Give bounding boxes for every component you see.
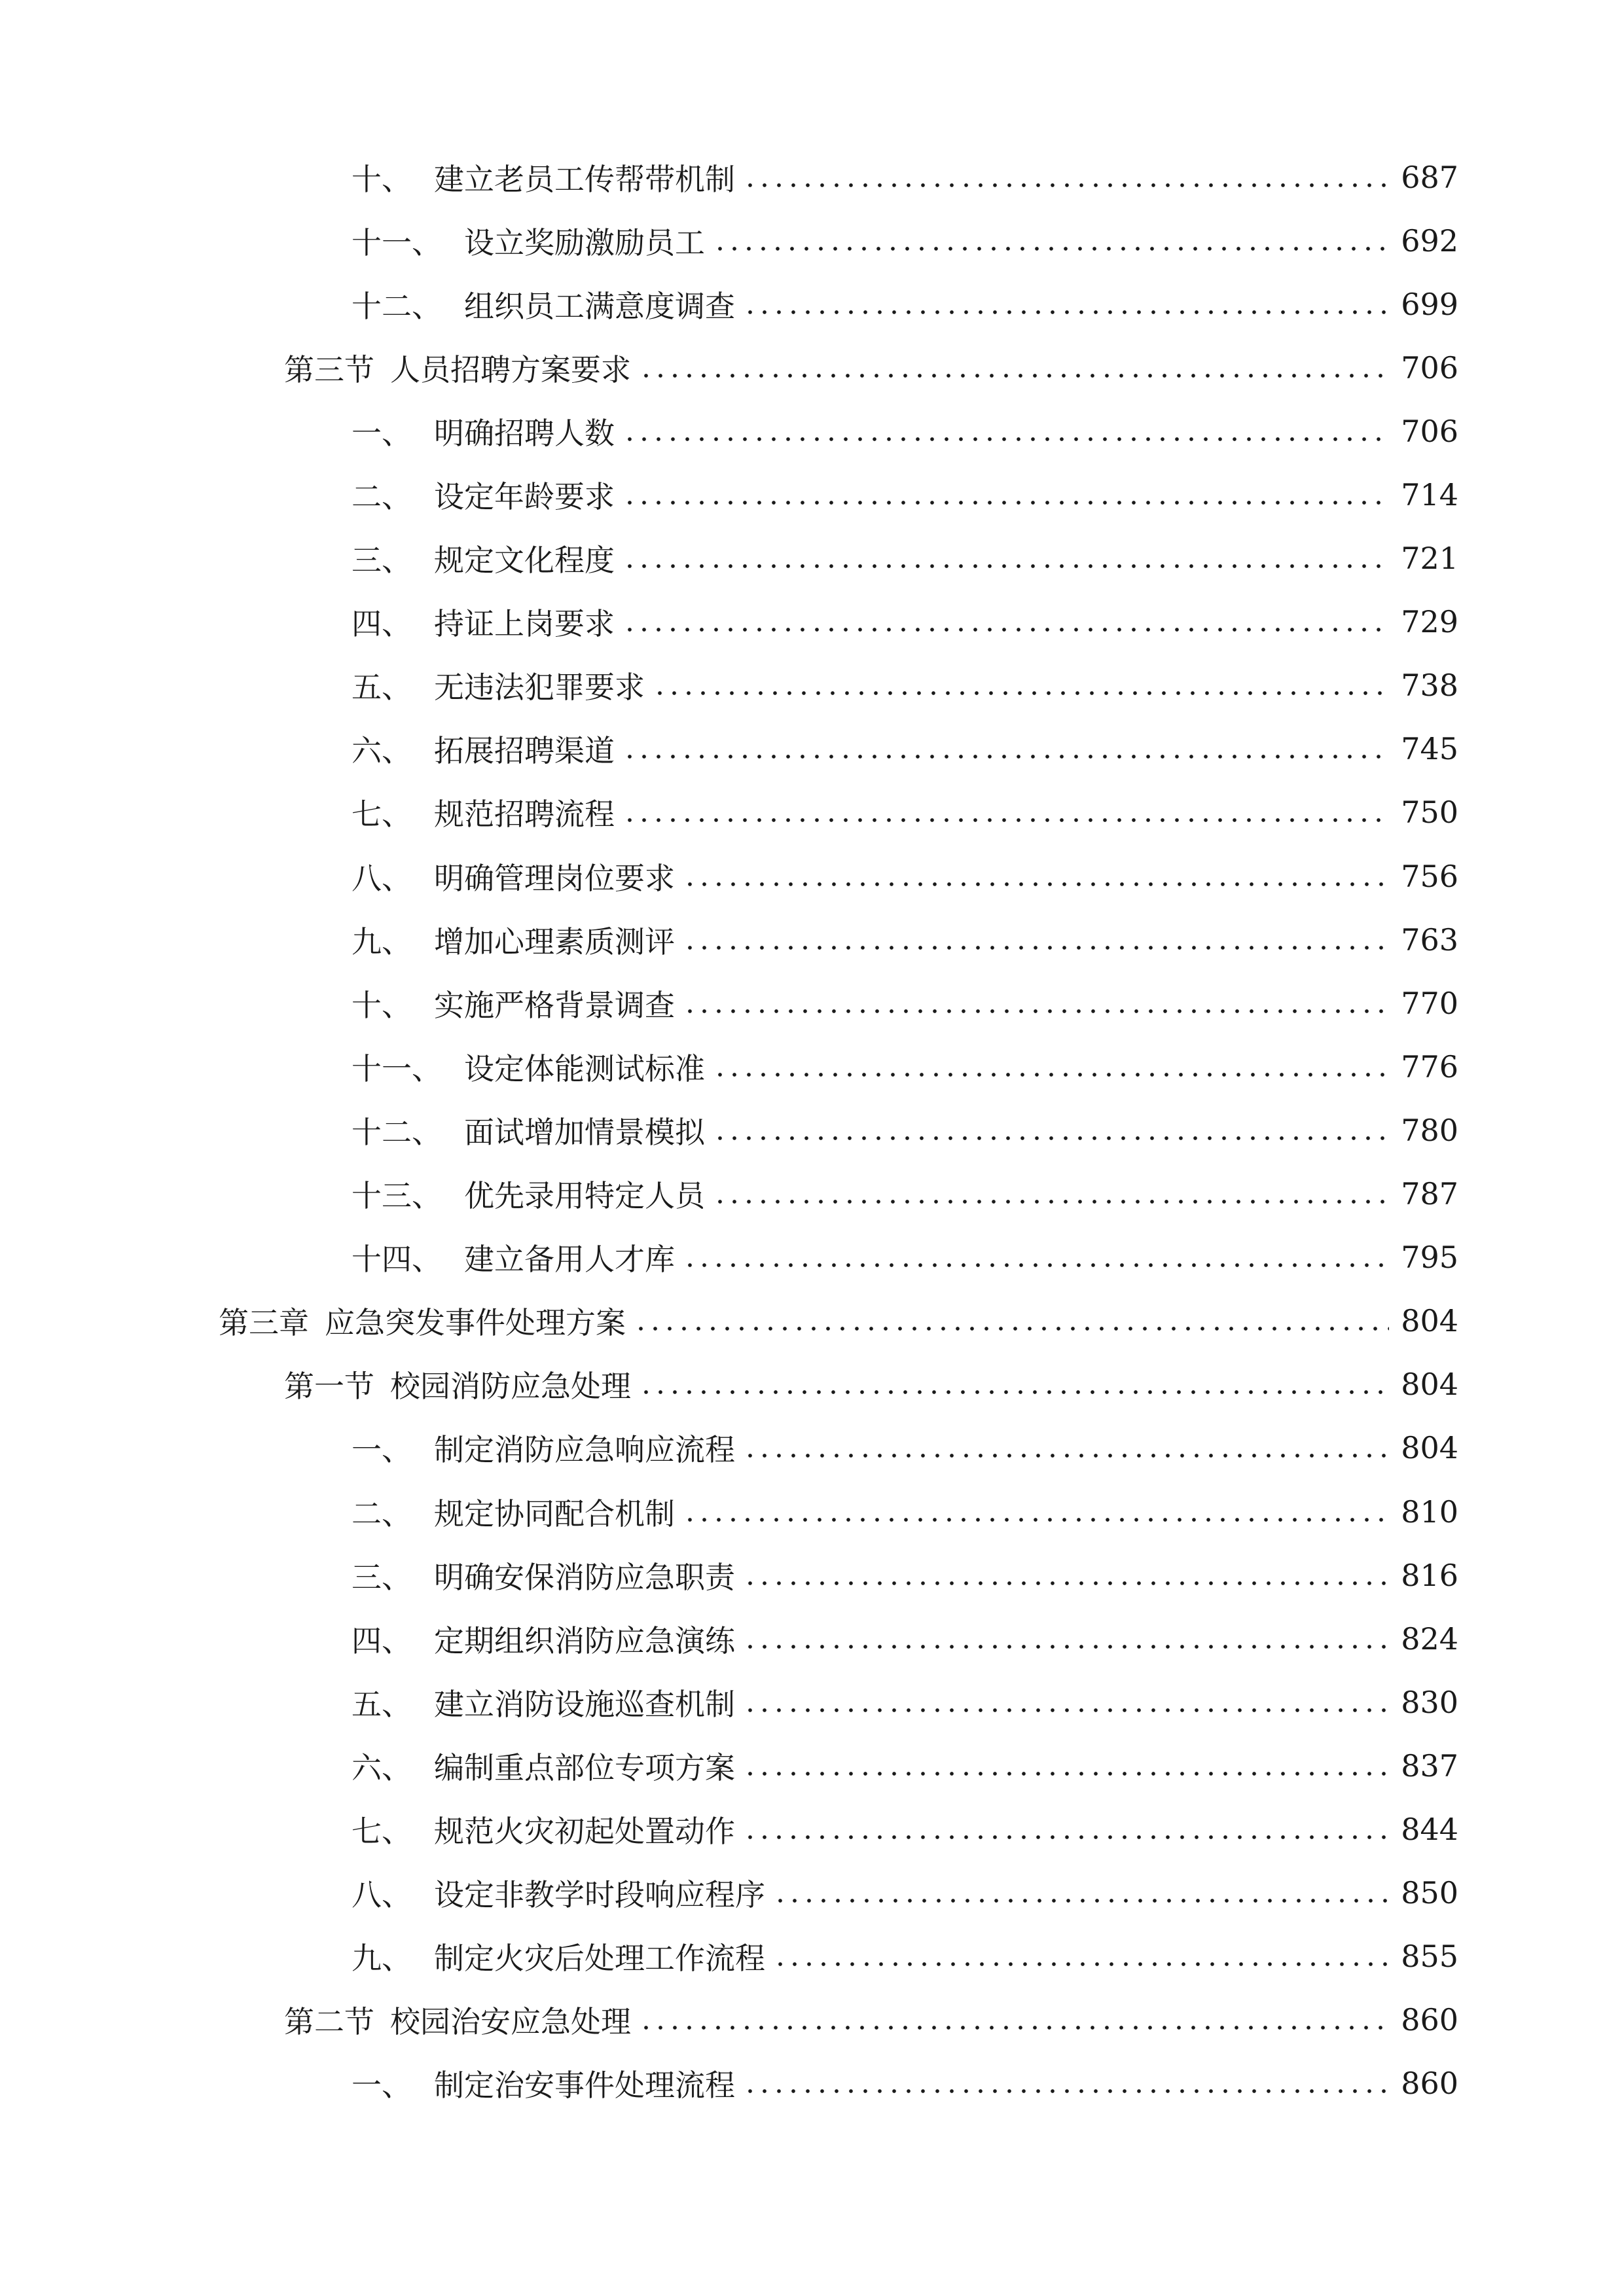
toc-dot-leader xyxy=(743,289,1389,319)
toc-entry-page-number: 750 xyxy=(1401,795,1458,831)
toc-entry-page-number: 721 xyxy=(1401,541,1458,577)
toc-entry-title: 明确管理岗位要求 xyxy=(434,860,675,896)
toc-entry-page-number: 860 xyxy=(1401,2066,1458,2102)
toc-entry-title: 定期组织消防应急演练 xyxy=(434,1623,735,1659)
toc-entry-title: 增加心理素质测评 xyxy=(434,924,675,960)
toc-entry[interactable] xyxy=(0,1162,1624,1226)
toc-dot-leader xyxy=(743,1433,1389,1463)
toc-dot-leader xyxy=(743,1751,1389,1781)
toc-dot-leader xyxy=(683,925,1389,955)
toc-entry-number: 十二、 xyxy=(352,1114,442,1150)
toc-entry-number: 六、 xyxy=(352,1749,412,1785)
toc-entry-page-number: 706 xyxy=(1401,350,1458,386)
toc-entry-title: 设定体能测试标准 xyxy=(464,1050,705,1086)
toc-entry-title: 设定非教学时段响应程序 xyxy=(434,1877,765,1913)
toc-entry[interactable] xyxy=(0,1607,1624,1670)
toc-dot-leader xyxy=(623,797,1389,827)
toc-entry-title: 建立消防设施巡查机制 xyxy=(434,1686,735,1722)
toc-entry[interactable] xyxy=(0,2052,1624,2115)
toc-entry-title: 设定年龄要求 xyxy=(434,479,615,515)
toc-dot-leader xyxy=(743,1560,1389,1590)
toc-dot-leader xyxy=(639,2005,1389,2035)
toc-entry-number: 八、 xyxy=(352,1877,412,1913)
toc-entry-number: 十一、 xyxy=(352,224,442,260)
toc-dot-leader xyxy=(773,1941,1389,1971)
toc-entry[interactable] xyxy=(0,1035,1624,1098)
toc-entry[interactable] xyxy=(0,1480,1624,1543)
toc-entry-title: 制定治安事件处理流程 xyxy=(434,2068,735,2104)
toc-entry-page-number: 844 xyxy=(1401,1811,1458,1847)
toc-entry-number: 三、 xyxy=(352,543,412,579)
toc-entry[interactable] xyxy=(0,1988,1624,2052)
toc-entry-page-number: 706 xyxy=(1401,413,1458,449)
toc-entry-number: 九、 xyxy=(352,1941,412,1977)
toc-entry-page-number: 738 xyxy=(1401,668,1458,704)
toc-entry-number: 十一、 xyxy=(352,1050,442,1086)
toc-entry-page-number: 787 xyxy=(1401,1176,1458,1212)
toc-entry[interactable] xyxy=(0,971,1624,1035)
toc-entry-title: 建立老员工传帮带机制 xyxy=(434,161,735,197)
toc-dot-leader xyxy=(773,1878,1389,1908)
toc-entry-title: 建立备用人才库 xyxy=(464,1242,675,1278)
toc-entry-title: 明确招聘人数 xyxy=(434,415,615,451)
toc-entry-number: 四、 xyxy=(352,1623,412,1659)
toc-entry-number: 九、 xyxy=(352,924,412,960)
toc-entry[interactable] xyxy=(0,272,1624,336)
toc-entry-title: 实施严格背景调查 xyxy=(434,987,675,1023)
toc-entry-number: 六、 xyxy=(352,733,412,769)
toc-dot-leader xyxy=(623,734,1389,764)
toc-entry-number: 第三节 xyxy=(284,351,374,387)
toc-entry-page-number: 824 xyxy=(1401,1621,1458,1657)
toc-entry[interactable] xyxy=(0,1416,1624,1480)
toc-dot-leader xyxy=(713,226,1389,256)
toc-entry-title: 制定火灾后处理工作流程 xyxy=(434,1941,765,1977)
toc-entry-number: 第一节 xyxy=(284,1369,374,1405)
toc-entry-page-number: 756 xyxy=(1401,858,1458,894)
toc-entry-number: 二、 xyxy=(352,1496,412,1532)
toc-entry-page-number: 860 xyxy=(1401,2002,1458,2038)
toc-entry-page-number: 837 xyxy=(1401,1748,1458,1784)
toc-entry-title: 规范招聘流程 xyxy=(434,797,615,833)
toc-dot-leader xyxy=(683,1242,1389,1272)
table-of-contents xyxy=(0,145,1624,2115)
toc-dot-leader xyxy=(623,543,1389,573)
toc-entry-title: 校园消防应急处理 xyxy=(390,1369,631,1405)
toc-entry-page-number: 830 xyxy=(1401,1684,1458,1720)
toc-entry-number: 五、 xyxy=(352,670,412,706)
toc-dot-leader xyxy=(743,162,1389,192)
toc-entry-number: 七、 xyxy=(352,797,412,833)
toc-dot-leader xyxy=(683,988,1389,1018)
toc-dot-leader xyxy=(713,1179,1389,1209)
toc-entry-title: 规范火灾初起处置动作 xyxy=(434,1813,735,1849)
toc-entry-title: 持证上岗要求 xyxy=(434,606,615,642)
toc-dot-leader xyxy=(639,353,1389,383)
toc-entry-number: 五、 xyxy=(352,1686,412,1722)
toc-entry-title: 设立奖励激励员工 xyxy=(464,224,705,260)
toc-dot-leader xyxy=(713,1115,1389,1145)
toc-entry-number: 一、 xyxy=(352,2068,412,2104)
toc-entry-page-number: 804 xyxy=(1401,1367,1458,1403)
toc-entry-page-number: 795 xyxy=(1401,1240,1458,1276)
toc-entry-page-number: 780 xyxy=(1401,1112,1458,1148)
toc-entry[interactable] xyxy=(0,1734,1624,1797)
toc-entry-page-number: 810 xyxy=(1401,1494,1458,1530)
toc-entry-number: 三、 xyxy=(352,1559,412,1595)
toc-entry[interactable] xyxy=(0,654,1624,717)
toc-entry-title: 规定协同配合机制 xyxy=(434,1496,675,1532)
toc-entry-number: 一、 xyxy=(352,1432,412,1468)
toc-entry[interactable] xyxy=(0,590,1624,654)
toc-entry-page-number: 763 xyxy=(1401,922,1458,958)
toc-dot-leader xyxy=(743,1814,1389,1844)
toc-entry-page-number: 770 xyxy=(1401,985,1458,1021)
toc-entry[interactable] xyxy=(0,1098,1624,1162)
toc-entry[interactable] xyxy=(0,1289,1624,1353)
toc-entry-title: 拓展招聘渠道 xyxy=(434,733,615,769)
toc-entry-title: 制定消防应急响应流程 xyxy=(434,1432,735,1468)
toc-entry[interactable] xyxy=(0,1543,1624,1607)
toc-entry-number: 十三、 xyxy=(352,1178,442,1214)
toc-entry-page-number: 816 xyxy=(1401,1557,1458,1593)
toc-entry[interactable] xyxy=(0,1797,1624,1861)
toc-dot-leader xyxy=(623,607,1389,637)
toc-entry-page-number: 804 xyxy=(1401,1303,1458,1339)
toc-entry-title: 明确安保消防应急职责 xyxy=(434,1559,735,1595)
toc-entry-page-number: 714 xyxy=(1401,477,1458,513)
toc-entry-page-number: 850 xyxy=(1401,1875,1458,1911)
toc-entry[interactable] xyxy=(0,209,1624,272)
toc-entry[interactable] xyxy=(0,527,1624,590)
toc-entry-page-number: 687 xyxy=(1401,159,1458,195)
toc-entry-page-number: 745 xyxy=(1401,731,1458,767)
toc-entry-page-number: 804 xyxy=(1401,1430,1458,1466)
toc-dot-leader xyxy=(743,2068,1389,2098)
toc-entry-number: 一、 xyxy=(352,415,412,451)
toc-entry[interactable] xyxy=(0,781,1624,844)
toc-entry[interactable] xyxy=(0,145,1624,209)
toc-dot-leader xyxy=(653,670,1389,700)
toc-entry-number: 十二、 xyxy=(352,288,442,324)
toc-entry-title: 校园治安应急处理 xyxy=(390,2004,631,2040)
toc-entry[interactable] xyxy=(0,463,1624,526)
toc-entry[interactable] xyxy=(0,844,1624,908)
toc-dot-leader xyxy=(623,416,1389,446)
toc-dot-leader xyxy=(713,1052,1389,1082)
toc-dot-leader xyxy=(639,1369,1389,1399)
toc-entry[interactable] xyxy=(0,1925,1624,1988)
toc-entry-title: 编制重点部位专项方案 xyxy=(434,1749,735,1785)
toc-dot-leader xyxy=(743,1687,1389,1717)
toc-entry-page-number: 855 xyxy=(1401,1939,1458,1975)
toc-entry-number: 四、 xyxy=(352,606,412,642)
toc-entry[interactable] xyxy=(0,1353,1624,1416)
toc-entry[interactable] xyxy=(0,336,1624,399)
toc-entry-number: 十、 xyxy=(352,987,412,1023)
toc-entry-page-number: 692 xyxy=(1401,223,1458,259)
toc-dot-leader xyxy=(683,1497,1389,1527)
toc-entry-page-number: 699 xyxy=(1401,286,1458,322)
toc-entry-title: 面试增加情景模拟 xyxy=(464,1114,705,1150)
toc-entry-page-number: 776 xyxy=(1401,1049,1458,1085)
toc-entry-number: 第二节 xyxy=(284,2004,374,2040)
toc-entry-title: 应急突发事件处理方案 xyxy=(325,1305,626,1341)
toc-entry[interactable] xyxy=(0,908,1624,971)
toc-entry-title: 规定文化程度 xyxy=(434,543,615,579)
toc-entry-number: 十四、 xyxy=(352,1242,442,1278)
toc-entry-title: 人员招聘方案要求 xyxy=(390,351,631,387)
toc-dot-leader xyxy=(683,861,1389,891)
toc-entry[interactable] xyxy=(0,1226,1624,1289)
toc-entry[interactable] xyxy=(0,399,1624,463)
toc-entry-number: 第三章 xyxy=(219,1305,309,1341)
toc-entry-title: 优先录用特定人员 xyxy=(464,1178,705,1214)
toc-dot-leader xyxy=(743,1624,1389,1654)
toc-dot-leader xyxy=(634,1306,1389,1336)
toc-entry[interactable] xyxy=(0,1670,1624,1734)
toc-entry[interactable] xyxy=(0,1861,1624,1925)
toc-entry-title: 无违法犯罪要求 xyxy=(434,670,645,706)
toc-dot-leader xyxy=(623,480,1389,510)
toc-entry-title: 组织员工满意度调查 xyxy=(464,288,735,324)
toc-entry[interactable] xyxy=(0,717,1624,781)
toc-entry-number: 二、 xyxy=(352,479,412,515)
toc-entry-number: 八、 xyxy=(352,860,412,896)
toc-entry-page-number: 729 xyxy=(1401,604,1458,640)
toc-entry-number: 十、 xyxy=(352,161,412,197)
toc-entry-number: 七、 xyxy=(352,1813,412,1849)
